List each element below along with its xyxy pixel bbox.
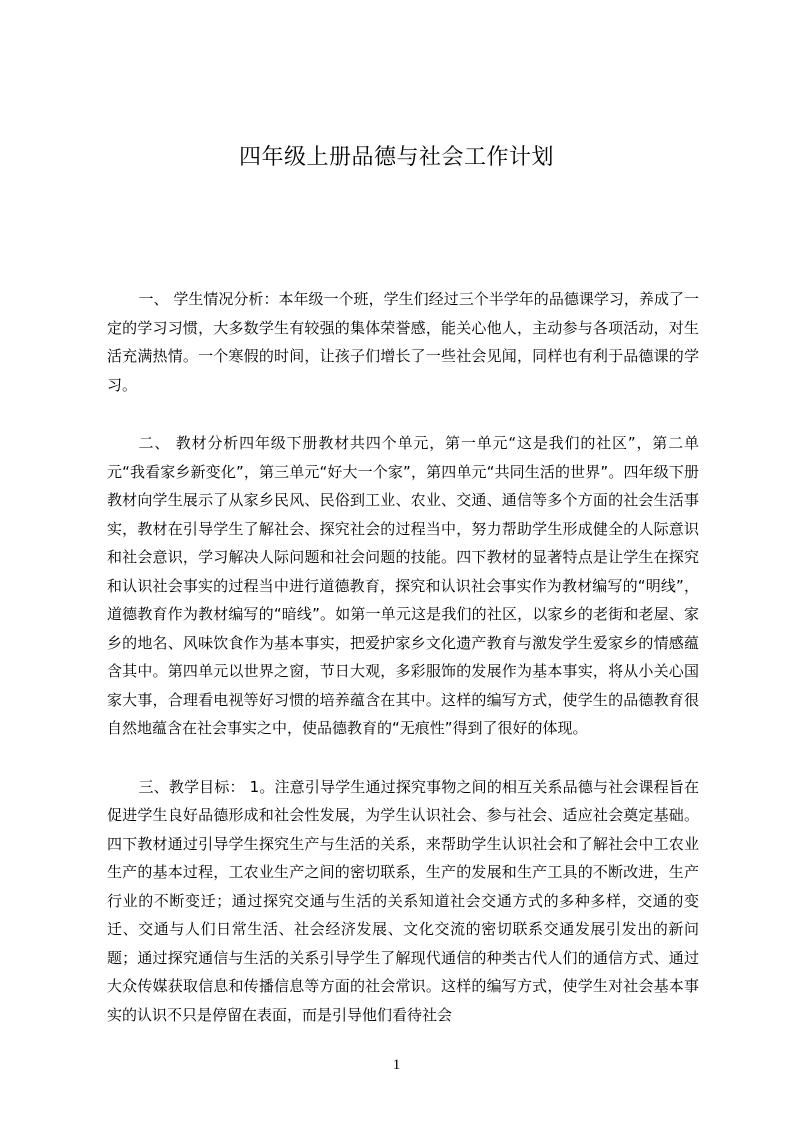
document-body	[107, 285, 699, 1059]
page-title: 四年级上册品德与社会工作计划	[238, 145, 554, 170]
paragraph-textbook-analysis: 二、 教材分析四年级下册教材共四个单元，第一单元“这是我们的社区”，第二单元“我看家乡新变化”，第三单元“好大一个家”，第四单元“共同生活的世界”。四年级下册教材向学生展示了从家乡民风、民俗到工业、农业、交通、通信等多个方面的社会生活事实，教材在引导学生了解社会、探究社会的过程当中，努力帮助学生形成健全的人际意识和社会意识，学习解决人际问题和社会问题的技能。四下教材的显著特点是让学生在探究和认识社会事实的过程当中进行道德教育，探究和认识社会事实作为教材编写的“明线”，道德教育作为教材编写的“暗线”。如第一单元这是我们的社区，以家乡的老街和老屋、家乡的地名、风味饮食作为基本事实，把爱护家乡文化遗产教育与激发学生爱家乡的情感蕴含其中。第四单元以世界之窗，节日大观，多彩服饰的发展作为基本事实，将从小关心国家大事，合理看电视等好习惯的培养蕴含在其中。这样的编写方式，使学生的品德教育很自然地蕴含在社会事实之中，使品德教育的“无痕性”得到了很好的体现。	[107, 434, 699, 737]
page-number: 1	[392, 1057, 401, 1073]
paragraph-student-analysis: 一、 学生情况分析：本年级一个班，学生们经过三个半学年的品德课学习，养成了一定的学习习惯，大多数学生有较强的集体荣誉感，能关心他人，主动参与各项活动，对生活充满热情。一个寒假的时间，让孩子们增长了一些社会见闻，同样也有利于品德课的学习。	[107, 290, 699, 394]
paragraph-teaching-goals: 三、教学目标： 1。注意引导学生通过探究事物之间的相互关系品德与社会课程旨在促进学生良好品德形成和社会性发展，为学生认识社会、参与社会、适应社会奠定基础。四下教材通过引导学生探究生产与生活的关系，来帮助学生认识社会和了解社会中工农业生产的基本过程，工农业生产之间的密切联系，生产的发展和生产工具的不断改进，生产行业的不断变迁；通过探究交通与生活的关系知道社会交通方式的多种多样，交通的变迁、交通与人们日常生活、社会经济发展、文化交流的密切联系交通发展引发出的新问题；通过探究通信与生活的关系引导学生了解现代通信的种类古代人们的通信方式、通过大众传媒获取信息和传播信息等方面的社会常识。这样的编写方式，使学生对社会基本事实的认识不只是停留在表面，而是引导他们看待社会	[107, 777, 699, 1024]
